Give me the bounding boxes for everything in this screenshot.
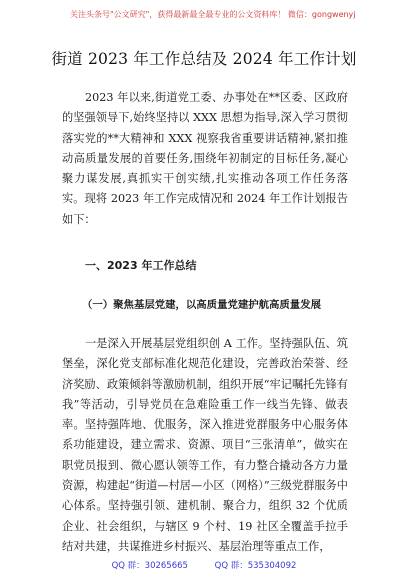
section-heading: 一、2023 年工作总结: [85, 259, 197, 272]
promo-banner: 关注头条号"公文研究"，获得最新最全最专业的公文资料库！ 微信：gongwenyj: [70, 10, 356, 19]
intro-paragraph: 2023 年以来,街道党工委、办事处在**区委、区政府的坚强领导下,始终坚持以 XXX 思想为指导,深入学习贯彻落实党的**大精神和 XXX 视察我省重要讲话精神,紧扣推动高质量发展的首要任务,围绕年初制定的目标任务,凝心聚力谋发展,真抓实干创实绩,扎实推动各项工作任务落实。现将 2023 年工作完成情况和 2024 年工作计划报告如下：: [62, 91, 348, 226]
qq-group-1: QQ 群：30265665: [111, 561, 188, 571]
body-paragraph: 一是深入开展基层党组织创 A 工作。坚持强队伍、筑堡垒，深化党支部标准化规范化建设，完善政治荣誉、经济奖励、政策倾斜等激励机制，组织开展“牢记嘱托先锋有我”等活动，引导党员在急难险重工作一线当先锋、做表率。坚持强阵地、优服务，深入推进党群服务中心服务体系功能建设，建立需求、资源、项目“三张清单”，做实在职党员报到、微心愿认领等工作，有力整合撬动各方力量资源，构建起“街道—村居—小区（网格）”三级党群服务中心体系。坚持强引领、建机制、聚合力，组织 32 个优质企业、社会组织，与辖区 9 个村、19 社区全覆盖手拉手结对共建，共谋推进乡村振兴、基层治理等重点工作，: [62, 337, 348, 553]
footer-contact: [0, 560, 408, 572]
subsection-heading: （一）聚焦基层党建，以高质量党建护航高质量发展: [82, 299, 321, 311]
qq-group-2: QQ 群：535304092: [214, 561, 297, 571]
document-title: 街道 2023 年工作总结及 2024 年工作计划: [51, 50, 357, 68]
